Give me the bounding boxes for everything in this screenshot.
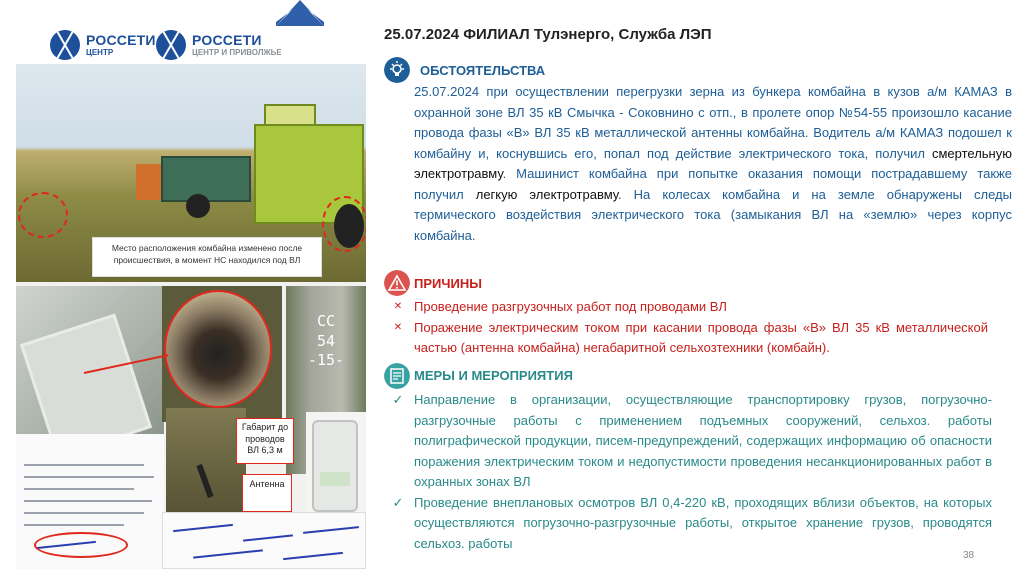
wheel-burn-circle <box>322 196 366 252</box>
pole-marking: СС 54 -15- <box>307 312 345 369</box>
rosseti-center-logo <box>50 30 156 60</box>
rosseti-logo-mark <box>50 30 80 60</box>
list-item <box>384 318 988 359</box>
causes-list <box>384 297 988 359</box>
photo-caption: Место расположения комбайна изменено после происшествия, в момент НС находился под ВЛ <box>92 237 322 277</box>
logo-name: РОССЕТИ <box>192 32 262 48</box>
circumstances-text-1: 25.07.2024 при осуществлении перегрузки зерна из бункера комбайна в кузов а/м КАМАЗ в охранной зоне ВЛ 35 кВ Смычка - Соковнино с отп., в пролете опор №54-55 произошло касание провода фазы «В» ВЛ 35 кВ металлической антенны комбайна. Водитель а/м КАМАЗ подошел к комбайну и, коснувшись его, попал под действие электрического тока, получил <box>414 84 1012 161</box>
device-screen <box>320 472 350 486</box>
burn-mark-circle <box>18 192 68 238</box>
lightbulb-icon <box>384 57 410 83</box>
fatal-injury-text: смертельную электротравму <box>414 145 1012 181</box>
burn-closeup-circle <box>164 290 272 408</box>
antenna-label: Антенна <box>242 474 292 512</box>
rosseti-logo-mark <box>156 30 186 60</box>
rosseti-volga-logo <box>156 30 282 60</box>
light-injury-text: легкую электротравму <box>475 186 618 202</box>
measures-list <box>384 390 992 554</box>
checklist-icon <box>384 363 410 389</box>
list-item <box>384 297 988 318</box>
warning-icon <box>384 270 410 296</box>
list-item <box>384 493 992 555</box>
logo-sub: ЦЕНТР <box>86 48 114 57</box>
circumstances-text-2: . Машинист комбайна при попытке оказания помощи пострадавшему также получил <box>414 166 1012 202</box>
causes-title: ПРИЧИНЫ <box>414 276 482 291</box>
cross-icon: ✕ <box>393 301 403 312</box>
measuring-device <box>312 420 358 512</box>
incident-photo-panel <box>16 64 366 569</box>
logo-name: РОССЕТИ <box>86 32 156 48</box>
chevron-up-icon <box>276 0 324 26</box>
measures-title: МЕРЫ И МЕРОПРИЯТИЯ <box>414 368 573 383</box>
logo-sub: ЦЕНТР И ПРИВОЛЖЬЕ <box>192 48 282 57</box>
measure-text: Направление в организации, осуществляющие транспортировку грузов, погрузочно-разгрузочные работы с применением подъемных сооружений, сельхоз. работы полиграфической продукции, писем-предупреждений, содержащих информацию об опасности поражения электрическим током и недопустимости проведения несанкционированных работ в охранных зонах ВЛ <box>414 392 992 489</box>
page-number: 38 <box>963 550 975 561</box>
circumstances-text-3: . На колесах комбайна и на земле обнаружены следы термического воздействия электрического тока (замыкания ВЛ на «землю» через корпус комбайна. <box>414 186 1012 243</box>
signature-oval <box>34 532 128 558</box>
check-icon: ✓ <box>392 392 404 407</box>
circumstances-title: ОБСТОЯТЕЛЬСТВА <box>420 63 546 78</box>
wheel <box>186 194 210 218</box>
cross-icon: ✕ <box>393 321 403 333</box>
list-item <box>384 390 992 493</box>
check-icon: ✓ <box>392 494 404 510</box>
circumstances-text <box>414 82 1012 246</box>
cause-text: Проведение разгрузочных работ под проводами ВЛ <box>414 299 727 314</box>
page-title: 25.07.2024 ФИЛИАЛ Тулэнерго, Служба ЛЭП <box>384 26 712 43</box>
signature-strip <box>162 512 366 569</box>
measure-text: Проведение внеплановых осмотров ВЛ 0,4-220 кВ, проходящих вблизи объектов, на которых осуществляются погрузочно-разгрузочные работы, открытое хранение грузов, проводятся сельхоз. работы <box>414 494 992 551</box>
gabarit-label: Габарит до проводов ВЛ 6,3 м <box>236 418 294 464</box>
kamaz-truck <box>161 156 251 202</box>
cause-text: Поражение электрическим током при касании провода фазы «В» ВЛ 35 кВ металлической частью (антенна комбайна) негабаритной сельхозтехники (комбайн). <box>414 319 988 355</box>
